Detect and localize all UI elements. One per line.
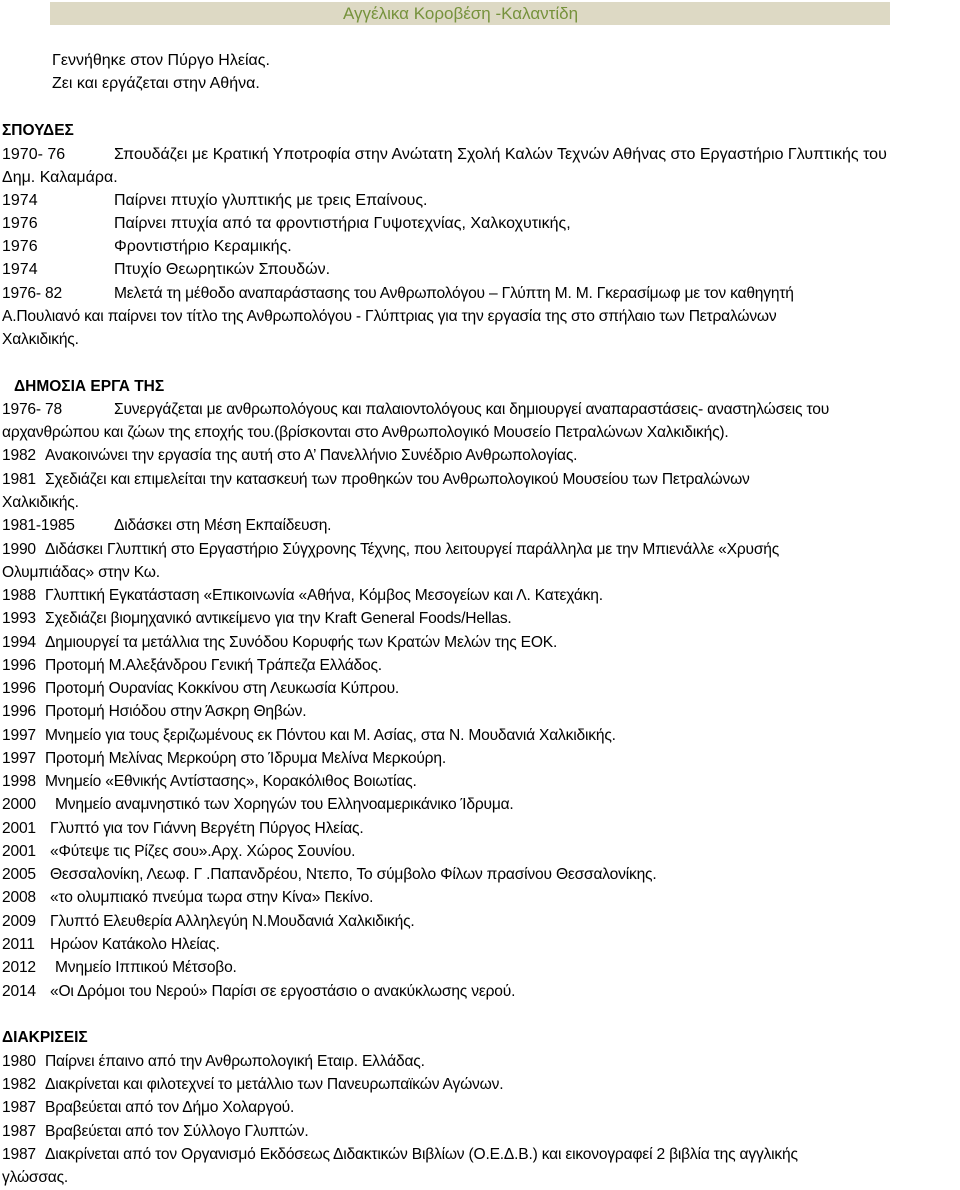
entry-text: Παίρνει πτυχία από τα φροντιστήρια Γυψοτεχνίας, Χαλκοχυτικής, (114, 215, 571, 232)
entry-text: Προτομή Ουρανίας Κοκκίνου στη Λευκωσία Κύπρου. (45, 680, 400, 697)
distinction-entry (2, 1167, 68, 1189)
entry-text: Χαλκιδικής. (2, 494, 79, 511)
entry-year: 1981 (2, 471, 36, 488)
entry-text: Δημ. Καλαμάρα. (2, 169, 118, 186)
distinctions-heading: ΔΙΑΚΡΙΣΕΙΣ (2, 1029, 88, 1046)
entry-text: Ηρώον Κατάκολο Ηλείας. (50, 936, 220, 953)
entry-text: Μνημείο αναμνηστικό των Χορηγών του Ελληνοαμερικάνικο Ίδρυμα. (55, 796, 514, 813)
entry-text: Γλυπτό για τον Γιάννη Βεργέτη Πύργος Ηλείας. (50, 820, 364, 837)
entry-text: Χαλκιδικής. (2, 331, 79, 348)
entry-text: «Οι Δρόμοι του Νερού» Παρίσι σε εργοστάσιο ο ανακύκλωσης νερού. (50, 983, 516, 1000)
entry-year: 1987 (2, 1099, 36, 1116)
title-bar (50, 2, 890, 25)
intro-line: Ζει και εργάζεται στην Αθήνα. (52, 75, 260, 92)
entry-year: 1993 (2, 610, 36, 627)
entry-text: Σχεδιάζει βιομηχανικό αντικείμενο για την Kraft General Foods/Hellas. (45, 610, 512, 627)
entry-year: 1990 (2, 541, 36, 558)
entry-year: 1976- 78 (2, 401, 62, 418)
entry-year: 1997 (2, 727, 36, 744)
entry-year: 1996 (2, 703, 36, 720)
entry-year: 1997 (2, 750, 36, 767)
entry-text: Βραβεύεται από τον Δήμο Χολαργού. (45, 1099, 295, 1116)
entry-year: 1987 (2, 1146, 36, 1163)
entry-text: Γλυπτική Εγκατάσταση «Επικοινωνία «Αθήνα, Κόμβος Μεσογείων και Λ. Κατεχάκη. (45, 587, 603, 604)
entry-text: Προτομή Μ.Αλεξάνδρου Γενική Τράπεζα Ελλάδος. (45, 657, 382, 674)
entry-year: 1980 (2, 1053, 36, 1070)
entry-year: 1987 (2, 1123, 36, 1140)
entry-year: 2008 (2, 889, 36, 906)
entry-year: 1974 (2, 261, 38, 278)
entry-text: Σχεδιάζει και επιμελείται την κατασκευή των προθηκών του Ανθρωπολογικού Μουσείου των Πετραλώνων (45, 471, 750, 488)
entry-text: Α.Πουλιανό και παίρνει τον τίτλο της Ανθρωπολόγου - Γλύπτριας για την εργασία της στο σπήλαιο των Πετραλώνων (2, 308, 777, 325)
entry-text: Διακρίνεται και φιλοτεχνεί το μετάλλιο των Πανευρωπαϊκών Αγώνων. (45, 1076, 504, 1093)
entry-text: Προτομή Μελίνας Μερκούρη στο Ίδρυμα Μελίνα Μερκούρη. (45, 750, 446, 767)
work-entry (2, 562, 160, 584)
public-works-heading: ΔΗΜΟΣΙΑ ΕΡΓΑ ΤΗΣ (14, 378, 165, 395)
entry-year: 1996 (2, 680, 36, 697)
entry-text: Ολυμπιάδας» στην Κω. (2, 564, 160, 581)
entry-year: 2014 (2, 983, 36, 1000)
entry-text: αρχανθρώπου και ζώων της εποχής του.(βρίσκονται στο Ανθρωπολογικό Μουσείο Πετραλώνων Χαλκιδικής). (2, 424, 729, 441)
studies-entry (2, 329, 79, 351)
entry-text: Προτομή Ησιόδου στην Άσκρη Θηβών. (45, 703, 307, 720)
entry-text: Μνημείο «Εθνικής Αντίστασης», Κορακόλιθος Βοιωτίας. (45, 773, 417, 790)
entry-text: γλώσσας. (2, 1169, 69, 1186)
entry-year: 2000 (2, 796, 36, 813)
entry-text: Φροντιστήριο Κεραμικής. (114, 238, 292, 255)
entry-year: 1994 (2, 634, 36, 651)
entry-year: 1982 (2, 447, 36, 464)
entry-text: Μνημείο Ιππικού Μέτσοβο. (55, 959, 237, 976)
entry-text: «το ολυμπιακό πνεύμα τωρα στην Κίνα» Πεκίνο. (50, 889, 374, 906)
entry-text: Συνεργάζεται με ανθρωπολόγους και παλαιοντολόγους και δημιουργεί αναπαραστάσεις- αναστηλώσεις του (114, 401, 830, 418)
entry-text: Παίρνει πτυχίο γλυπτικής με τρεις Επαίνους. (114, 192, 428, 209)
work-entry (2, 422, 729, 444)
intro-line: Γεννήθηκε στον Πύργο Ηλείας. (52, 52, 270, 69)
entry-text: Δημιουργεί τα μετάλλια της Συνόδου Κορυφής των Κρατών Μελών της ΕΟΚ. (45, 634, 558, 651)
entry-year: 2005 (2, 866, 36, 883)
entry-year: 2011 (2, 936, 35, 953)
document-title: Αγγέλικα Κοροβέση -Καλαντίδη (343, 4, 579, 23)
entry-year: 1988 (2, 587, 36, 604)
entry-year: 2001 (2, 843, 36, 860)
entry-text: Βραβεύεται από τον Σύλλογο Γλυπτών. (45, 1123, 309, 1140)
entry-year: 1970- 76 (2, 146, 66, 163)
entry-year: 2001 (2, 820, 36, 837)
entry-year: 1976 (2, 215, 38, 232)
entry-year: 1981-1985 (2, 517, 75, 534)
studies-heading: ΣΠΟΥΔΕΣ (2, 122, 74, 139)
work-entry (2, 492, 79, 514)
entry-year: 1976- 82 (2, 285, 62, 302)
entry-text: Διακρίνεται από τον Οργανισμό Εκδόσεως Διδακτικών Βιβλίων (Ο.Ε.Δ.Β.) και εικονογραφεί 2 βιβλία της αγγλικής (45, 1146, 798, 1163)
studies-entry (2, 306, 777, 328)
entry-text: Παίρνει έπαινο από την Ανθρωπολογική Εταιρ. Ελλάδας. (45, 1053, 425, 1070)
entry-year: 1976 (2, 238, 38, 255)
entry-year: 2009 (2, 913, 36, 930)
entry-text: Διδάσκει στη Μέση Εκπαίδευση. (114, 517, 332, 534)
entry-year: 1982 (2, 1076, 36, 1093)
entry-text: Σπουδάζει με Κρατική Υποτροφία στην Ανώτατη Σχολή Καλών Τεχνών Αθήνας στο Εργαστήριο Γλυπτικής του (114, 146, 887, 163)
entry-text: Θεσσαλονίκη, Λεωφ. Γ .Παπανδρέου, Ντεπο, Το σύμβολο Φίλων πρασίνου Θεσσαλονίκης. (50, 866, 657, 883)
entry-year: 1998 (2, 773, 36, 790)
entry-text: Μνημείο για τους ξεριζωμένους εκ Πόντου και Μ. Ασίας, στα Ν. Μουδανιά Χαλκιδικής. (45, 727, 616, 744)
entry-year: 1996 (2, 657, 36, 674)
entry-text: Γλυπτό Ελευθερία Αλληλεγύη Ν.Μουδανιά Χαλκιδικής. (50, 913, 415, 930)
studies-entry (2, 167, 118, 189)
entry-year: 1974 (2, 192, 38, 209)
entry-text: Ανακοινώνει την εργασία της αυτή στο Α’ Πανελλήνιο Συνέδριο Ανθρωπολογίας. (45, 447, 578, 464)
entry-text: «Φύτεψε τις Ρίζες σου».Αρχ. Χώρος Σουνίου. (50, 843, 356, 860)
entry-text: Μελετά τη μέθοδο αναπαράστασης του Ανθρωπολόγου – Γλύπτη Μ. Μ. Γκερασίμωφ με τον καθηγητή (114, 285, 794, 302)
entry-text: Διδάσκει Γλυπτική στο Εργαστήριο Σύγχρονης Τέχνης, που λειτουργεί παράλληλα με την Μπιενάλλε «Χρυσής (45, 541, 780, 558)
entry-text: Πτυχίο Θεωρητικών Σπουδών. (114, 261, 331, 278)
entry-year: 2012 (2, 959, 36, 976)
